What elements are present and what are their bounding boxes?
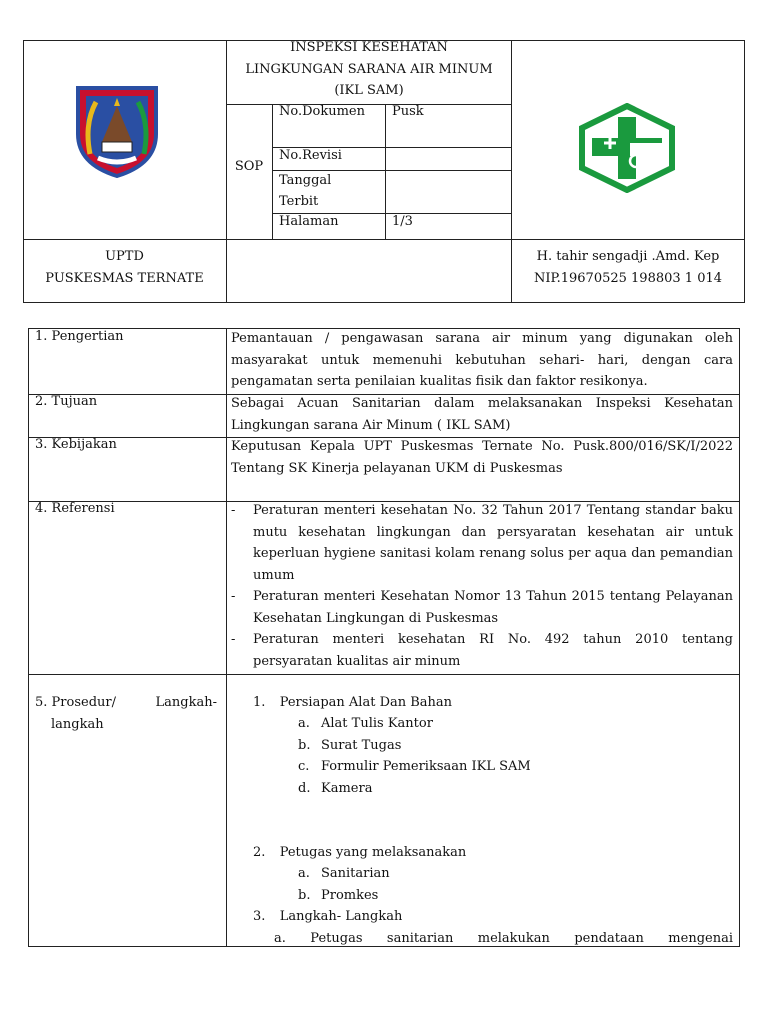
- step-3-title: Langkah- Langkah: [279, 909, 403, 924]
- step-2-item-marker: a.: [298, 866, 310, 881]
- ternate-crest-logo: [74, 84, 160, 178]
- section-text-kebijakan: Keputusan Kepala UPT Puskesmas Ternate No. Pusk.800/016/SK/I/2022 Tentang SK Kinerja pelayanan UKM di Puskesmas: [231, 439, 733, 476]
- field-label-halaman: Halaman: [279, 214, 339, 229]
- section-label-pengertian: 1. Pengertian: [35, 329, 124, 344]
- step-1-title: Persiapan Alat Dan Bahan: [279, 695, 453, 710]
- field-value-no-dokumen: Pusk: [392, 104, 424, 119]
- signer-name: H. tahir sengadji .Amd. Kep: [536, 249, 720, 264]
- prosedur-label-part-1: 5. Prosedur/: [35, 695, 116, 710]
- title-line-3: (IKL SAM): [334, 83, 404, 98]
- step-1-item-marker: c.: [298, 759, 310, 774]
- puskesmas-logo: [578, 103, 676, 193]
- referensi-item: - Peraturan menteri kesehatan RI No. 492 tahun 2010 tentang persyaratan kualitas air minum: [231, 629, 733, 672]
- step-1-item: [298, 713, 531, 735]
- referensi-item: - Peraturan menteri kesehatan No. 32 Tahun 2017 Tentang standar baku mutu kesehatan lingkungan dan persyaratan kesehatan air untuk keperluan hygiene sanitasi kolam renang solus per aqua dan pemandian umum: [231, 500, 733, 586]
- sop-label: SOP: [234, 159, 264, 174]
- title-line-1: INSPEKSI KESEHATAN: [290, 40, 448, 55]
- step-2-item: [298, 885, 390, 907]
- field-label-tanggal: Tanggal: [279, 173, 332, 188]
- step-1-item-text: Alat Tulis Kantor: [321, 716, 433, 731]
- step-1-item: [298, 778, 531, 800]
- referensi-item-2-text: Peraturan menteri Kesehatan Nomor 13 Tahun 2015 tentang Pelayanan Kesehatan Lingkungan di Puskesmas: [253, 589, 733, 626]
- signer-block: [511, 246, 745, 290]
- prosedur-label-part-3: langkah: [51, 716, 104, 732]
- field-label-terbit: Terbit: [279, 194, 319, 209]
- step-1-item-marker: b.: [298, 737, 311, 753]
- step-3: [253, 906, 402, 928]
- section-label-tujuan: 2. Tujuan: [35, 394, 98, 409]
- step-2-number: 2.: [253, 845, 266, 860]
- step-1-item-marker: d.: [298, 780, 311, 796]
- field-label-no-revisi: No.Revisi: [279, 148, 342, 163]
- unit-name: [23, 246, 226, 290]
- step-2-item: [298, 863, 390, 885]
- prosedur-label-part-2: Langkah-: [155, 695, 217, 710]
- field-label-tanggal-terbit: [279, 170, 331, 212]
- referensi-item-3-text: Peraturan menteri kesehatan RI No. 492 tahun 2010 tentang persyaratan kualitas air minum: [253, 632, 733, 669]
- step-2-item-marker: b.: [298, 887, 311, 903]
- step-1-item: [298, 735, 531, 757]
- unit-line-1: UPTD: [105, 249, 144, 264]
- field-value-halaman: 1/3: [392, 214, 413, 229]
- referensi-list: [231, 500, 733, 672]
- step-3-number: 3.: [253, 909, 266, 924]
- step-1-number: 1.: [253, 695, 266, 710]
- step-2-item-text: Promkes: [321, 887, 379, 903]
- section-label-referensi: 4. Referensi: [35, 501, 115, 516]
- step-1-item-text: Surat Tugas: [321, 737, 402, 753]
- step-1-item: [298, 756, 531, 778]
- unit-line-2: PUSKESMAS TERNATE: [45, 271, 204, 286]
- section-label-kebijakan: 3. Kebijakan: [35, 437, 117, 452]
- section-label-prosedur: [35, 692, 217, 735]
- step-2: [253, 842, 466, 864]
- field-label-no-dokumen: No.Dokumen: [279, 104, 365, 119]
- step-1: [253, 692, 452, 714]
- step-2-items: [298, 863, 390, 906]
- document-title: [227, 37, 511, 102]
- step-2-item-text: Sanitarian: [321, 866, 390, 881]
- step-1-items: [298, 713, 531, 799]
- step-3-item-a: a. Petugas sanitarian melakukan pendataan mengenai: [274, 931, 733, 946]
- section-text-tujuan: Sebagai Acuan Sanitarian dalam melaksanakan Inspeksi Kesehatan Lingkungan sarana Air Minum ( IKL SAM): [231, 396, 733, 433]
- step-1-item-text: Kamera: [321, 780, 373, 796]
- step-1-item-text: Formulir Pemeriksaan IKL SAM: [321, 759, 531, 774]
- referensi-item: - Peraturan menteri Kesehatan Nomor 13 Tahun 2015 tentang Pelayanan Kesehatan Lingkungan di Puskesmas: [231, 586, 733, 629]
- referensi-item-1-text: Peraturan menteri kesehatan No. 32 Tahun 2017 Tentang standar baku mutu kesehatan lingkungan dan persyaratan kesehatan air untuk keperluan hygiene sanitasi kolam renang solus per aqua dan pemandian umum: [253, 503, 733, 583]
- step-2-title: Petugas yang melaksanakan: [279, 845, 467, 860]
- step-1-item-marker: a.: [298, 716, 310, 731]
- title-line-2: LINGKUNGAN SARANA AIR MINUM: [245, 61, 493, 77]
- section-text-pengertian: Pemantauan / pengawasan sarana air minum yang digunakan oleh masyarakat untuk memenuhi kebutuhan sehari- hari, dengan cara pengamatan serta penilaian kualitas fisik dan faktor resikonya.: [231, 331, 733, 389]
- signer-nip: NIP.19670525 198803 1 014: [533, 271, 723, 286]
